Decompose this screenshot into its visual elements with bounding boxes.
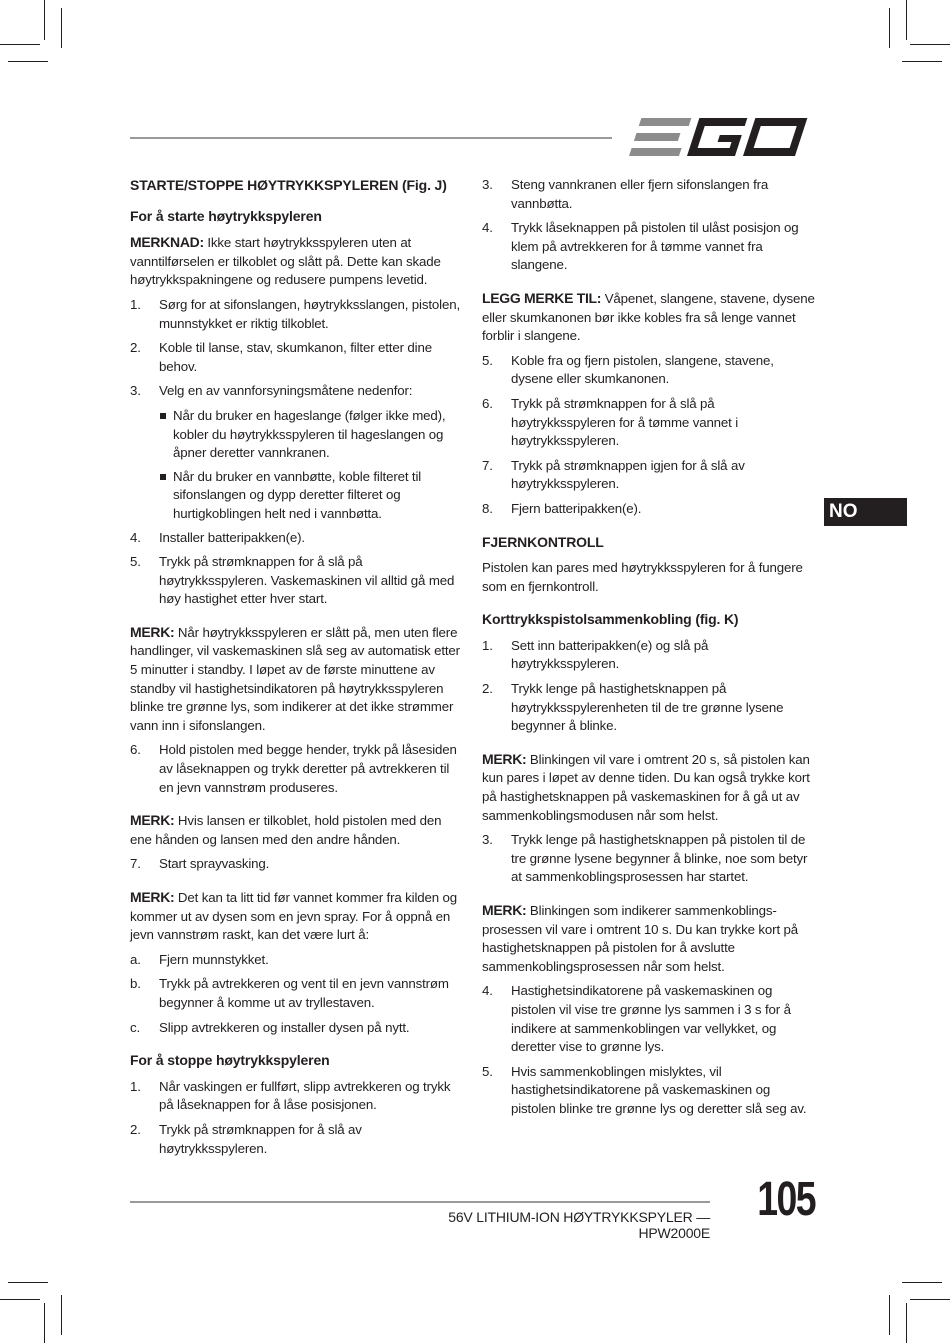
item-text: Installer batteripakken(e).: [159, 529, 305, 545]
item-number: 2.: [130, 1121, 141, 1137]
crop-mark: [902, 1282, 942, 1283]
crop-mark: [0, 44, 40, 45]
item-text: Trykk på strømknappen for å slå på høytrykksspyleren. Vaskemaskinen vil alltid gå med høy hastighet etter hver start.: [159, 554, 455, 607]
list-item: [130, 855, 462, 874]
item-text: Når vaskingen er fullført, slipp avtrekkeren og trykk på låseknappen for å låse posisjonen.: [159, 1078, 451, 1113]
list-item: [130, 1019, 462, 1038]
list-item: [130, 1121, 462, 1158]
note-label: MERK:: [130, 812, 175, 829]
item-text: Velg en av vannforsyningsmåtene nedenfor:: [159, 383, 413, 399]
item-text: Start sprayvasking.: [159, 856, 270, 872]
bullet-text: Når du bruker en vannbøtte, koble filteret til sifonslangen og dypp deretter filteret og hurtigkoblingen helt ned i vannbøtta.: [173, 468, 422, 521]
item-number: 5.: [482, 352, 493, 368]
list-item: [130, 529, 462, 548]
item-number: 1.: [482, 637, 493, 653]
crop-mark: [0, 1299, 40, 1300]
square-bullet-icon: [159, 468, 173, 524]
item-number: 2.: [482, 681, 493, 697]
header-rule: [130, 137, 612, 139]
list-item: [482, 500, 816, 519]
footer-rule: [130, 1201, 710, 1203]
item-number: 5.: [130, 554, 141, 570]
note-text: Hvis lansen er tilkoblet, hold pistolen med den ene hånden og lansen med den andre hånden.: [130, 813, 442, 847]
item-number: 4.: [130, 529, 141, 545]
bullet-text: Når du bruker en hageslange (følger ikke med), kobler du høytrykksspyleren til hageslangen og åpner deretter vannkranen.: [173, 407, 446, 461]
remote-text: Pistolen kan pares med høytrykksspyleren for å fungere som en fjernkontroll.: [482, 560, 803, 594]
list-item: [130, 951, 462, 970]
crop-mark: [8, 61, 48, 62]
note-label: MERKNAD:: [130, 234, 204, 251]
list-item: [130, 296, 462, 333]
square-bullet-icon: [159, 407, 173, 463]
note-text: Blinkingen som indikerer sammenkoblings-prosessen vil vare i omtrent 10 s. Du kan trykke kort på hastighetsknappen på pistolen for å avslutte sammenkoblingsprosessen når som helst.: [482, 903, 799, 974]
note-label: MERK:: [482, 750, 527, 767]
item-text: Fjern munnstykket.: [159, 951, 269, 967]
list-item: [482, 395, 816, 451]
item-text: Trykk lenge på hastighetsknappen på høytrykksspylerenheten til de tre grønne lysene begynner å blinke.: [511, 681, 784, 734]
footer-product-title: 56V LITHIUM-ION HØYTRYKKSPYLER — HPW2000E: [448, 1209, 710, 1241]
note-legg-merke-til: [482, 289, 816, 346]
list-item: [130, 553, 462, 609]
crop-mark: [44, 0, 45, 40]
list-item: [130, 339, 462, 376]
crop-mark: [906, 0, 907, 40]
item-number: 3.: [482, 832, 493, 848]
right-column: [482, 176, 816, 1125]
item-number: c.: [130, 1019, 141, 1035]
item-text: Hvis sammenkoblingen mislyktes, vil hastighetsindikatorene på vaskemaskinen og pistolen blinke tre grønne lys og deretter slå seg av.: [511, 1063, 807, 1116]
start-heading: For å starte høytrykkspyleren: [130, 207, 322, 224]
crop-mark: [889, 1295, 890, 1335]
list-item: [482, 680, 816, 736]
crop-mark: [889, 8, 890, 48]
ego-logo: [628, 116, 813, 158]
list-item: [130, 1078, 462, 1115]
item-text: Sett inn batteripakken(e) og slå på høytrykksspyleren.: [511, 637, 709, 672]
note-merk: [482, 750, 816, 825]
list-item: [482, 637, 816, 674]
list-item: [482, 352, 816, 389]
list-item: [482, 831, 816, 887]
crop-mark: [910, 1299, 950, 1300]
item-text: Koble til lanse, stav, skumkanon, filter etter dine behov.: [159, 340, 432, 374]
item-number: a.: [130, 951, 141, 967]
item-text: Trykk låseknappen på pistolen til ulåst posisjon og klem på avtrekkeren for å tømme vannet fra slangene.: [511, 220, 799, 273]
crop-mark: [906, 1303, 907, 1343]
item-text: Steng vannkranen eller fjern sifonslangen fra vannbøtta.: [511, 177, 769, 211]
crop-mark: [44, 1303, 45, 1343]
note-merknad: [130, 233, 462, 290]
item-number: 2.: [130, 340, 141, 356]
item-number: 6.: [130, 742, 141, 758]
note-label: MERK:: [130, 623, 175, 640]
item-text: Hastighetsindikatorene på vaskemaskinen og pistolen vil vise tre grønne lys sammen i 3 s for å indikere at sammenkoblingen var vellykket, og deretter vise to grønne lys.: [511, 983, 791, 1055]
list-item: [482, 1063, 816, 1119]
language-tab: NO: [824, 498, 907, 526]
note-text: Ikke start høytrykksspyleren uten at vanntilførselen er tilkoblet og slått på. Dette kan skade høytrykkspakningene og redusere pumpens levetid.: [130, 235, 441, 288]
list-item: [130, 975, 462, 1012]
note-label: MERK:: [482, 902, 527, 918]
item-number: 7.: [130, 856, 141, 872]
note-merk: [482, 901, 816, 976]
item-number: 4.: [482, 220, 493, 236]
note-merk: [130, 888, 462, 945]
item-text: Trykk på strømknappen for å slå på høytrykksspyleren for å tømme vannet i høytrykksspyleren.: [511, 395, 739, 449]
remote-heading: FJERNKONTROLL: [482, 533, 604, 550]
list-item: [482, 219, 816, 275]
item-number: 3.: [482, 177, 493, 192]
list-item: [482, 176, 816, 213]
crop-mark: [902, 61, 942, 62]
item-text: Koble fra og fjern pistolen, slangene, stavene, dysene eller skumkanonen.: [511, 352, 774, 387]
note-merk: [130, 811, 462, 849]
crop-mark: [61, 1295, 62, 1335]
item-text: Hold pistolen med begge hender, trykk på låsesiden av låseknappen og trykk deretter på avtrekkeren til en jevn vannstrøm produseres.: [159, 742, 457, 795]
bullet-item: [159, 468, 462, 524]
note-text: Våpenet, slangene, stavene, dysene eller skumkanonen bør ikke kobles fra så lenge vannet forblir i slangene.: [482, 290, 815, 344]
item-text: Trykk på strømknappen for å slå av høytrykksspyleren.: [159, 1121, 362, 1156]
page-number: 105: [757, 1173, 815, 1226]
item-number: 1.: [130, 296, 141, 312]
note-text: Når høytrykksspyleren er slått på, men uten flere handlinger, vil vaskemaskinen slå seg av automatisk etter 5 minutter i standby. I løpet av de første minuttene av standby vil hastighetsindikatoren på høytrykksspyleren blinke tre grønne lys, som indikerer at det ikke strømmer vann inn i sifonslangen.: [130, 624, 460, 733]
note-label: LEGG MERKE TIL:: [482, 289, 602, 306]
item-text: Trykk på strømknappen igjen for å slå av høytrykksspyleren.: [511, 457, 745, 492]
item-text: Trykk på avtrekkeren og vent til en jevn vannstrøm begynner å komme ut av tryllestaven.: [159, 976, 449, 1010]
note-label: MERK:: [130, 889, 175, 905]
section-title: STARTE/STOPPE HØYTRYKKSPYLEREN (Fig. J): [130, 177, 447, 193]
item-number: 6.: [482, 395, 493, 411]
list-item: [482, 982, 816, 1056]
item-text: Fjern batteripakken(e).: [511, 500, 642, 516]
stop-heading: For å stoppe høytrykkspyleren: [130, 1052, 330, 1069]
crop-mark: [8, 1282, 48, 1283]
bullet-item: [159, 407, 462, 463]
left-column: [130, 176, 462, 1164]
item-number: 8.: [482, 500, 493, 516]
note-merk: [130, 623, 462, 736]
crop-mark: [61, 8, 62, 48]
item-number: 4.: [482, 983, 493, 999]
item-text: Trykk lenge på hastighetsknappen på pistolen til de tre grønne lysene begynner å blinke, noe som betyr at sammenkoblingsprosessen har startet.: [511, 832, 808, 885]
note-text: Det kan ta litt tid før vannet kommer fra kilden og kommer ut av dysen som en jevn spray. For å oppnå en jevn vannstrøm raskt, kan det være lurt å:: [130, 890, 458, 943]
list-item: [482, 457, 816, 494]
note-text: Blinkingen vil vare i omtrent 20 s, så pistolen kan kun pares i løpet av denne tiden. Du kan også trykke kort på hastighetsknappen på vaskemaskinen for å gå ut av sammenkoblingsmodusen når som helst.: [482, 751, 810, 823]
item-number: 1.: [130, 1078, 141, 1094]
list-item: [130, 382, 462, 401]
item-text: Sørg for at sifonslangen, høytrykksslangen, pistolen, munnstykket er riktig tilkoblet.: [159, 296, 460, 331]
item-text: Slipp avtrekkeren og installer dysen på nytt.: [159, 1019, 410, 1035]
pairing-heading: Korttrykkspistolsammenkobling (fig. K): [482, 611, 739, 628]
item-number: 5.: [482, 1063, 493, 1079]
item-number: b.: [130, 976, 141, 992]
item-number: 3.: [130, 383, 141, 399]
item-number: 7.: [482, 457, 493, 473]
list-item: [130, 741, 462, 797]
crop-mark: [910, 44, 950, 45]
